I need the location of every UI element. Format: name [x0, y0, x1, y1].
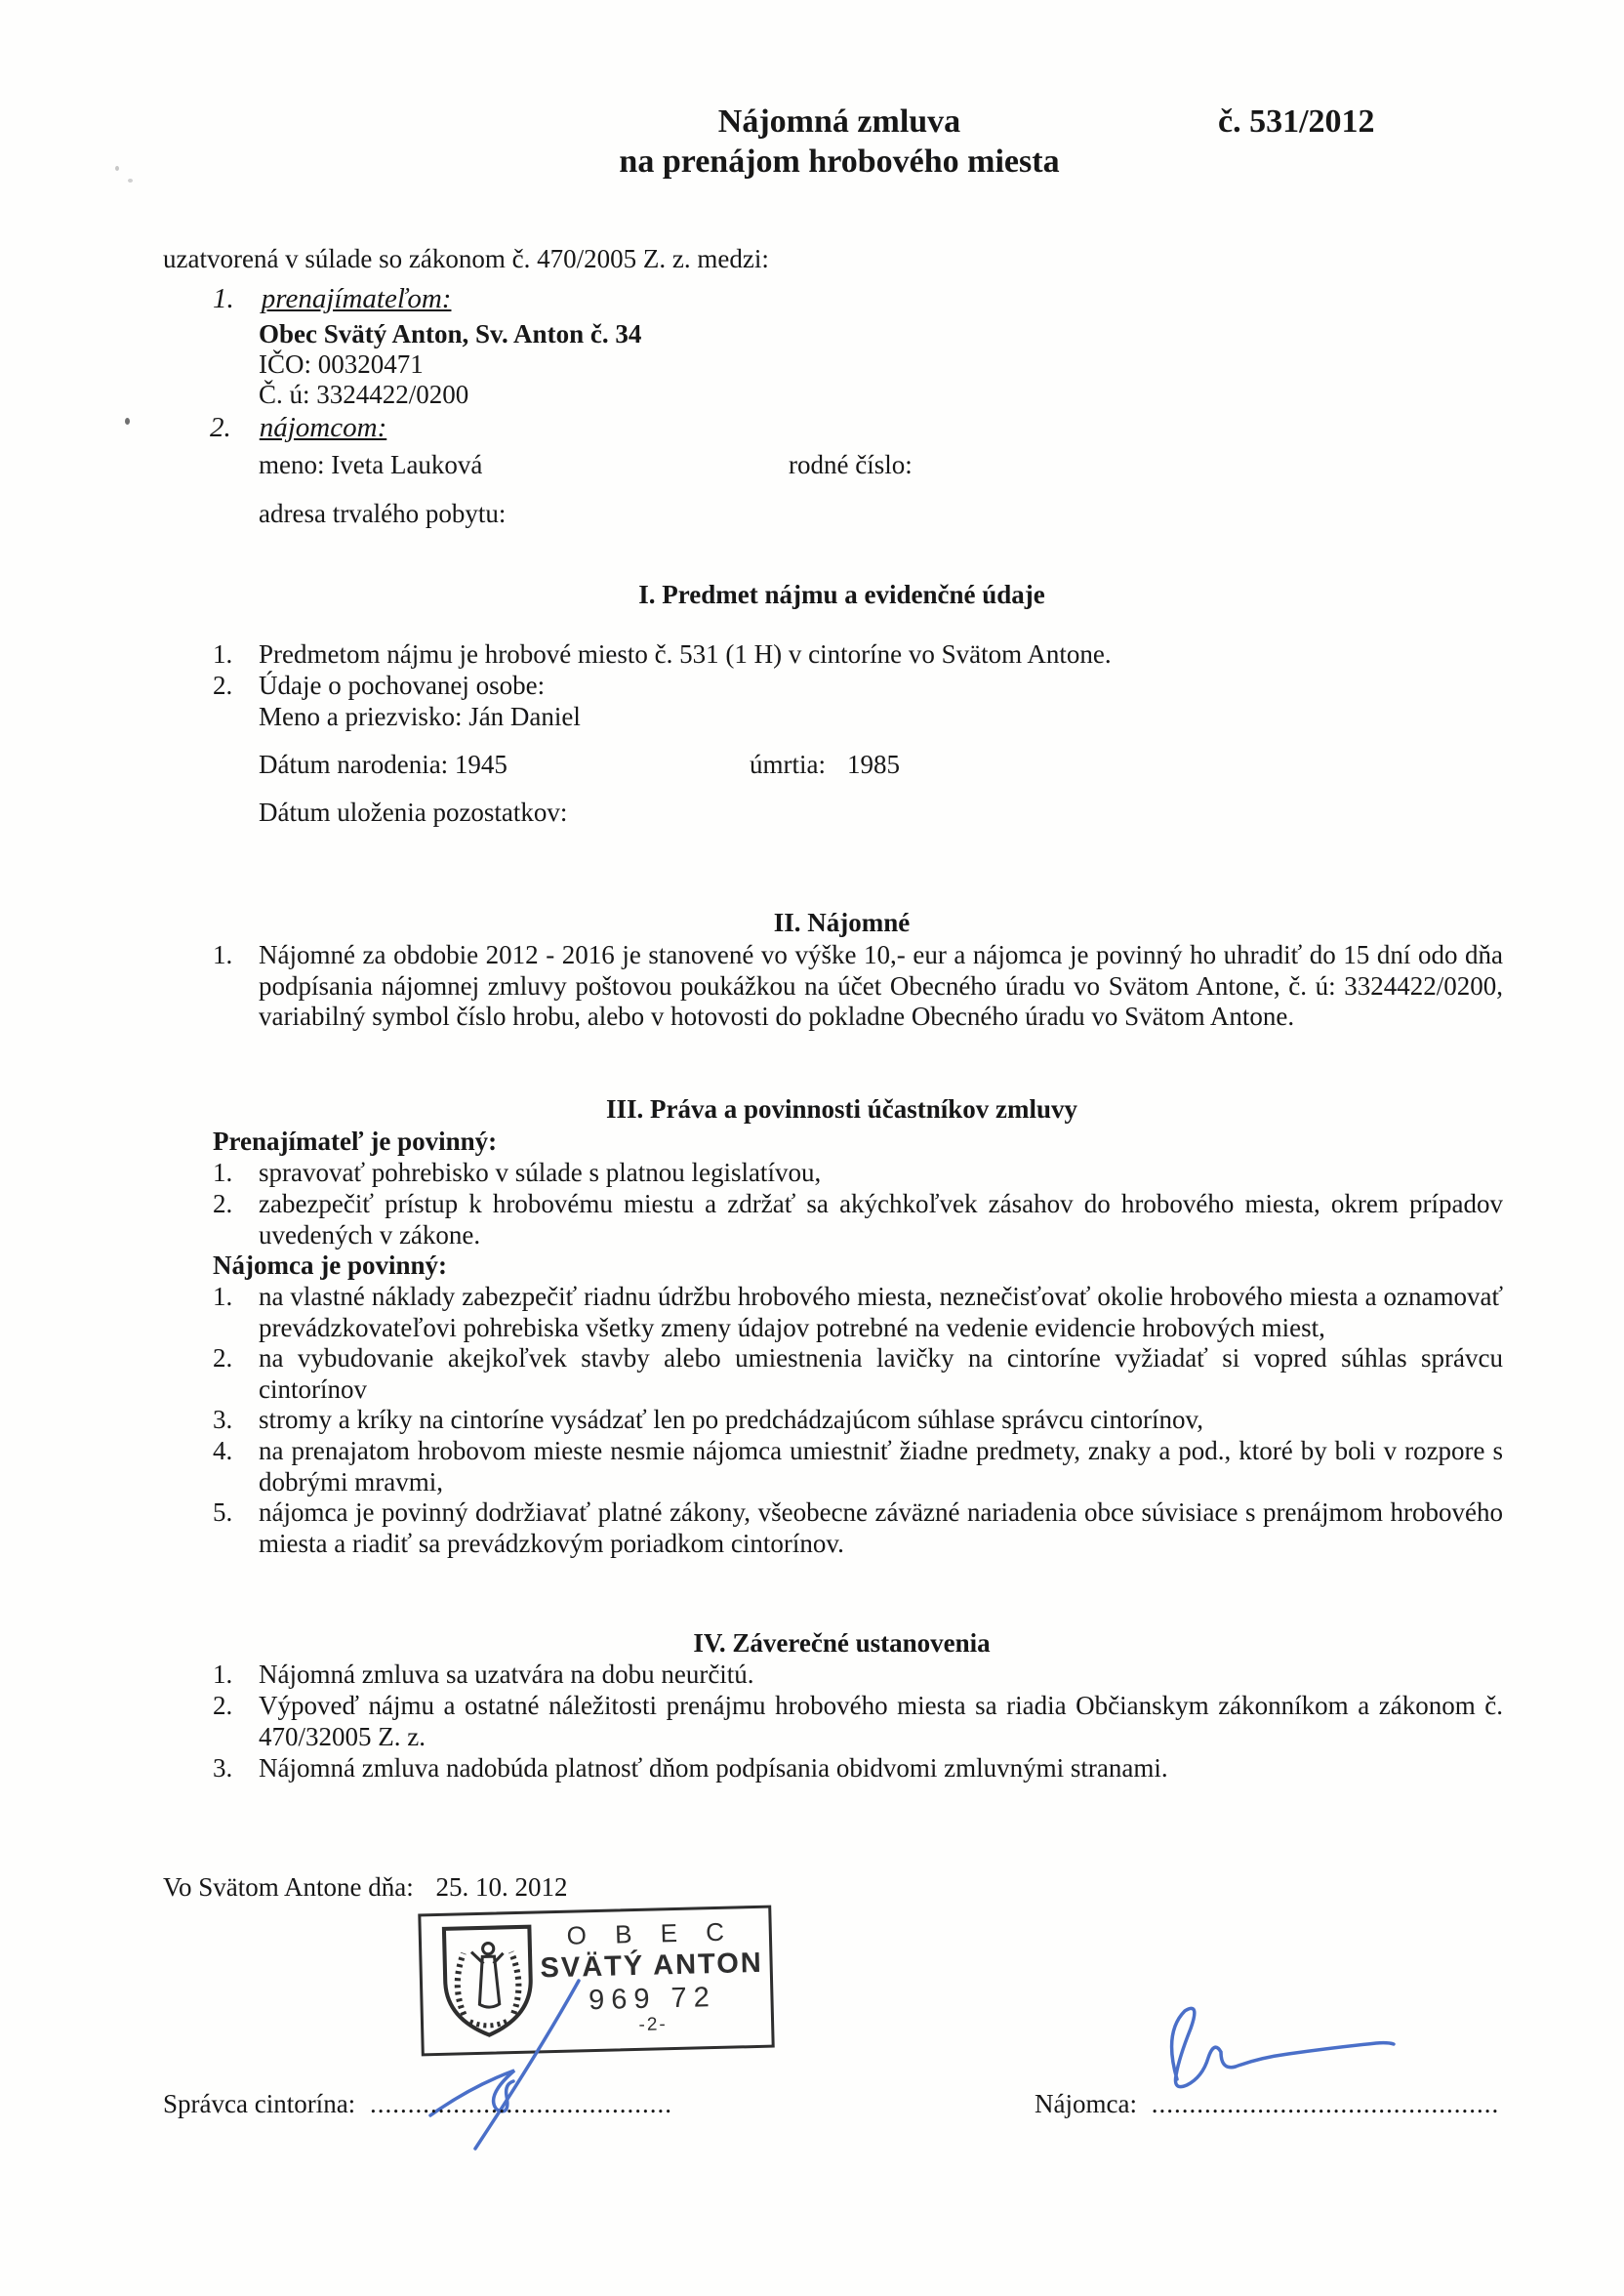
caretaker-label: Správca cintorína:	[163, 2089, 356, 2118]
item-number: 1.	[213, 639, 233, 669]
tenant-address-label: adresa trvalého pobytu:	[259, 499, 507, 528]
item-number: 2.	[213, 1691, 233, 1720]
tenant-duty-4	[213, 1436, 1503, 1497]
item-number: 3.	[213, 1405, 233, 1434]
tenant-dotted-line: ..............................................	[1151, 2089, 1500, 2118]
item-text: Nájomná zmluva sa uzatvára na dobu neurčitú.	[259, 1660, 754, 1689]
burial-date-label: Dátum uloženia pozostatkov:	[259, 798, 568, 827]
section-4-item-2	[213, 1691, 1503, 1752]
item-number: 2.	[213, 671, 233, 700]
section-4-heading: IV. Záverečné ustanovenia	[693, 1628, 991, 1658]
contract-number: č. 531/2012	[1218, 103, 1375, 140]
place-date-line	[163, 1872, 568, 1904]
item-text: zabezpečiť prístup k hrobovému miestu a zdržať sa akýchkoľvek zásahov do hrobového miesta, okrem prípadov uvedených v zákone.	[259, 1189, 1503, 1250]
scan-speck	[115, 166, 119, 171]
caretaker-signature-line	[163, 2089, 672, 2120]
section-1-item-2	[213, 671, 1503, 702]
scan-speck	[125, 418, 130, 425]
item-number: 2.	[213, 1343, 233, 1373]
section-1-heading: I. Predmet nájmu a evidenčné údaje	[638, 580, 1045, 609]
stamp-line-index: -2-	[638, 2014, 668, 2035]
tenant-signature	[1120, 1999, 1403, 2097]
landlord-account: Č. ú: 3324422/0200	[259, 380, 469, 409]
party-1-label: prenajímateľom:	[261, 283, 452, 314]
landlord-name: Obec Svätý Anton, Sv. Anton č. 34	[259, 319, 642, 348]
place-date-value: 25. 10. 2012	[435, 1872, 568, 1902]
tenant-duty-2	[213, 1343, 1503, 1405]
tenant-duty-1	[213, 1282, 1503, 1343]
landlord-ico: IČO: 00320471	[259, 349, 424, 379]
section-1-item-1	[213, 639, 1503, 671]
item-text: stromy a kríky na cintoríne vysádzať len po predchádzajúcom súhlase správcu cintorínov,	[259, 1405, 1203, 1434]
deceased-birth: Dátum narodenia: 1945	[259, 750, 508, 779]
item-number: 1.	[213, 1282, 233, 1311]
landlord-duty-1	[213, 1158, 1503, 1189]
tenant-birth-no-label: rodné číslo:	[789, 450, 913, 479]
item-text: Nájomné za obdobie 2012 - 2016 je stanovené vo výške 10,- eur a nájomca je povinný ho uhradiť do 15 dní odo dňa podpísania nájomnej zmluvy poštovou poukážkou na účet Obecného úradu vo Svätom Antone, č. ú: 3324422/0200, variabilný symbol číslo hrobu, alebo v hotovosti do pokladne Obecného úradu vo Svätom Antone.	[259, 940, 1503, 1031]
item-number: 4.	[213, 1436, 233, 1465]
intro-line: uzatvorená v súlade so zákonom č. 470/2005 Z. z. medzi:	[163, 244, 769, 273]
landlord-duty-2	[213, 1189, 1503, 1250]
scan-speck	[128, 179, 133, 183]
tenant-label: Nájomca:	[1035, 2089, 1137, 2118]
item-number: 1.	[213, 940, 233, 969]
section-4-item-3	[213, 1753, 1503, 1784]
party-1	[213, 283, 451, 315]
item-text: na vybudovanie akejkoľvek stavby alebo umiestnenia lavičky na cintoríne vyžiadať si vopred súhlas správcu cintorínov	[259, 1343, 1503, 1404]
item-number: 2.	[213, 1189, 233, 1218]
item-text: nájomca je povinný dodržiavať platné zákony, všeobecne záväzné nariadenia obce súvisiace s prenájmom hrobového miesta a riadiť sa prevádzkovým poriadkom cintorínov.	[259, 1497, 1503, 1558]
place-date-label: Vo Svätom Antone dňa:	[163, 1872, 414, 1902]
tenant-signature-line	[1035, 2089, 1499, 2120]
tenant-duties-label: Nájomca je povinný:	[213, 1250, 447, 1280]
item-text: na vlastné náklady zabezpečiť riadnu údržbu hrobového miesta, neznečisťovať okolie hrobového miesta a oznamovať prevádzkovateľovi pohrebiska všetky zmeny údajov potrebné na vedenie evidencie hrobových miest,	[259, 1282, 1503, 1342]
item-text: Výpoveď nájmu a ostatné náležitosti prenájmu hrobového miesta sa riadia Občianskym zákonníkom a zákonom č. 470/32005 Z. z.	[259, 1691, 1503, 1751]
item-text: Predmetom nájmu je hrobové miesto č. 531 (1 H) v cintoríne vo Svätom Antone.	[259, 639, 1112, 669]
tenant-name: meno: Iveta Lauková	[259, 450, 483, 479]
landlord-duties-label: Prenajímateľ je povinný:	[213, 1127, 498, 1156]
section-2-heading: II. Nájomné	[773, 908, 911, 937]
item-text: Nájomná zmluva nadobúda platnosť dňom podpísania obidvomi zmluvnými stranami.	[259, 1753, 1168, 1783]
section-4-item-1	[213, 1660, 1503, 1691]
party-2-number: 2.	[210, 412, 231, 443]
section-2-item-1	[213, 940, 1503, 1033]
party-2-label: nájomcom:	[259, 412, 387, 443]
item-text: na prenajatom hrobovom mieste nesmie nájomca umiestniť žiadne predmety, znaky a pod., ktoré by boli v rozpore s dobrými mravmi,	[259, 1436, 1503, 1496]
deceased-death-label: úmrtia:	[750, 750, 826, 779]
caretaker-signature	[415, 1967, 610, 2152]
item-number: 1.	[213, 1660, 233, 1689]
document-title-line2: na prenájom hrobového miesta	[619, 144, 1060, 180]
party-2	[210, 412, 386, 444]
item-number: 3.	[213, 1753, 233, 1783]
section-3-heading: III. Práva a povinnosti účastníkov zmluvy	[605, 1094, 1078, 1124]
deceased-death-year: 1985	[847, 750, 900, 779]
stamp-line-village: SVÄTÝ ANTON	[540, 1947, 764, 1985]
document-title-line1: Nájomná zmluva	[717, 103, 961, 140]
item-text: Údaje o pochovanej osobe:	[259, 671, 546, 700]
party-1-number: 1.	[213, 283, 234, 314]
stamp-line-zip: 969 72	[588, 1982, 717, 2017]
item-number: 5.	[213, 1497, 233, 1527]
item-text: spravovať pohrebisko v súlade s platnou legislatívou,	[259, 1158, 822, 1187]
item-number: 1.	[213, 1158, 233, 1187]
tenant-duty-3	[213, 1405, 1503, 1436]
deceased-name: Meno a priezvisko: Ján Daniel	[259, 702, 581, 731]
stamp-line-obec: O B E C	[566, 1916, 736, 1950]
tenant-duty-5	[213, 1497, 1503, 1559]
caretaker-dotted-line: ........................................	[369, 2089, 672, 2118]
